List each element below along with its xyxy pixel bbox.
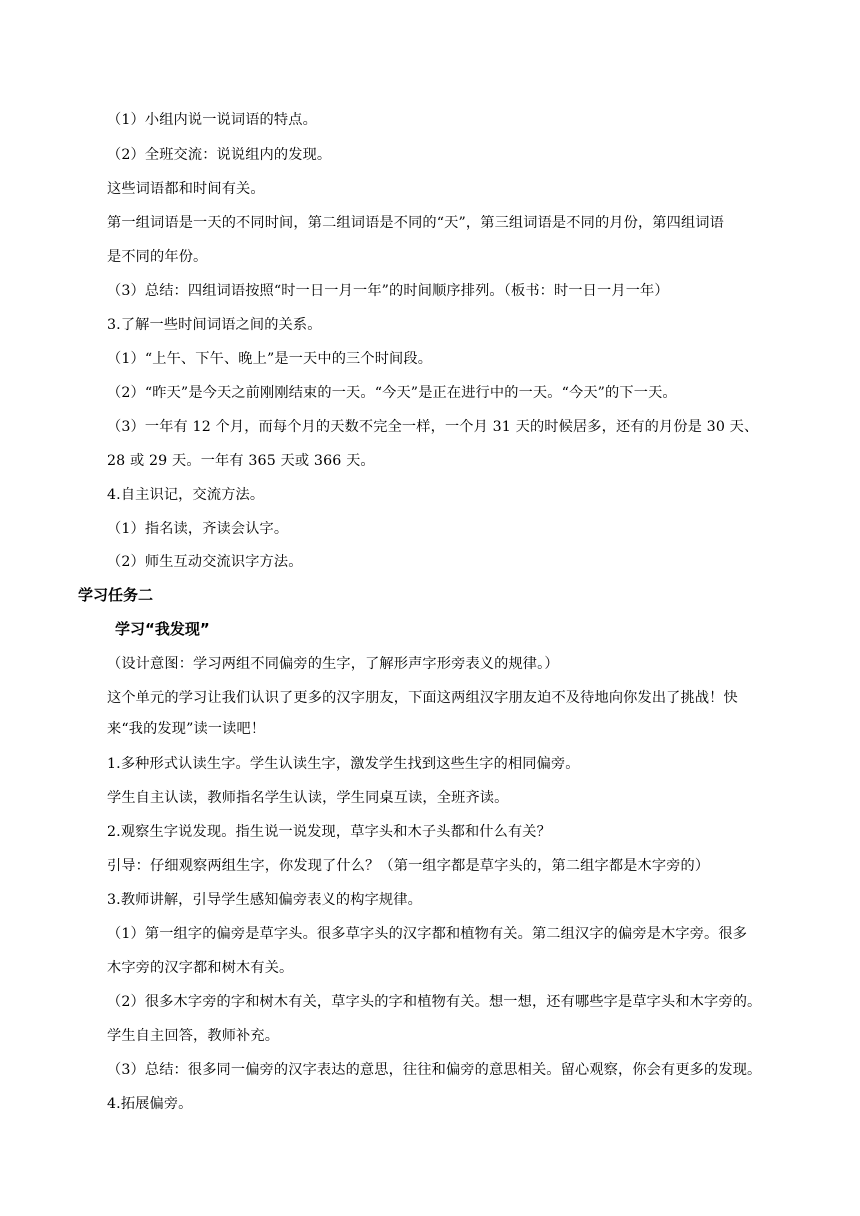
text-line: （1）小组内说一说词语的特点。 xyxy=(107,112,317,128)
text-line: 这些词语都和时间有关。 xyxy=(107,181,265,197)
text-line: 28 或 29 天。一年有 365 天或 366 天。 xyxy=(107,453,375,469)
text-line: 学生自主认读，教师指名学生认读，学生同桌互读，全班齐读。 xyxy=(107,790,509,806)
text-line: 2.观察生字说发现。指生说一说发现，草字头和木子头都和什么有关？ xyxy=(107,824,551,840)
text-line: 4.自主识记，交流方法。 xyxy=(107,487,265,503)
text-line: （设计意图：学习两组不同偏旁的生字，了解形声字形旁表义的规律。） xyxy=(107,656,559,672)
text-line: （1）第一组字的偏旁是草字头。很多草字头的汉字都和植物有关。第二组汉字的偏旁是木字旁。很多 xyxy=(107,926,748,942)
text-line: （1）指名读，齐读会认字。 xyxy=(107,521,289,537)
text-line: 这个单元的学习让我们认识了更多的汉字朋友，下面这两组汉字朋友迫不及待地向你发出了挑战！快 xyxy=(107,690,738,706)
text-line: 4.拓展偏旁。 xyxy=(107,1096,193,1112)
text-line: （2）“昨天”是今天之前刚刚结束的一天。“今天”是正在进行中的一天。“今天”的下一天。 xyxy=(107,385,677,401)
text-line: 木字旁的汉字都和树木有关。 xyxy=(107,960,294,976)
text-line: （2）全班交流：说说组内的发现。 xyxy=(107,147,332,163)
text-line: 是不同的年份。 xyxy=(107,249,208,265)
text-line: （3）总结：四组词语按照“时一日一月一年”的时间顺序排列。（板书：时一日一月一年） xyxy=(107,283,669,299)
text-line: （1）“上午、下午、晚上”是一天中的三个时间段。 xyxy=(107,351,433,367)
text-line: 引导：仔细观察两组生字，你发现了什么？（第一组字都是草字头的，第二组字都是木字旁的） xyxy=(107,858,710,874)
subsection-heading: 学习“我发现” xyxy=(115,620,210,638)
text-line: （2）很多木字旁的字和树木有关，草字头的字和植物有关。想一想，还有哪些字是草字头和木字旁的。 xyxy=(107,994,762,1010)
text-line: 第一组词语是一天的不同时间，第二组词语是不同的“天”，第三组词语是不同的月份，第四组词语 xyxy=(107,215,724,231)
text-line: （3）一年有 12 个月，而每个月的天数不完全一样，一个月 31 天的时候居多，还有的月份是 30 天、 xyxy=(107,419,759,435)
section-heading: 学习任务二 xyxy=(78,586,154,604)
text-line: （2）师生互动交流识字方法。 xyxy=(107,554,303,570)
text-line: （3）总结：很多同一偏旁的汉字表达的意思，往往和偏旁的意思相关。留心观察，你会有更多的发现。 xyxy=(107,1062,762,1078)
text-line: 来“我的发现”读一读吧！ xyxy=(107,721,266,737)
text-line: 3.教师讲解，引导学生感知偏旁表义的构字规律。 xyxy=(107,892,422,908)
text-line: 1.多种形式认读生字。学生认读生字，激发学生找到这些生字的相同偏旁。 xyxy=(107,756,580,772)
text-line: 3.了解一些时间词语之间的关系。 xyxy=(107,317,322,333)
text-line: 学生自主回答，教师补充。 xyxy=(107,1028,280,1044)
